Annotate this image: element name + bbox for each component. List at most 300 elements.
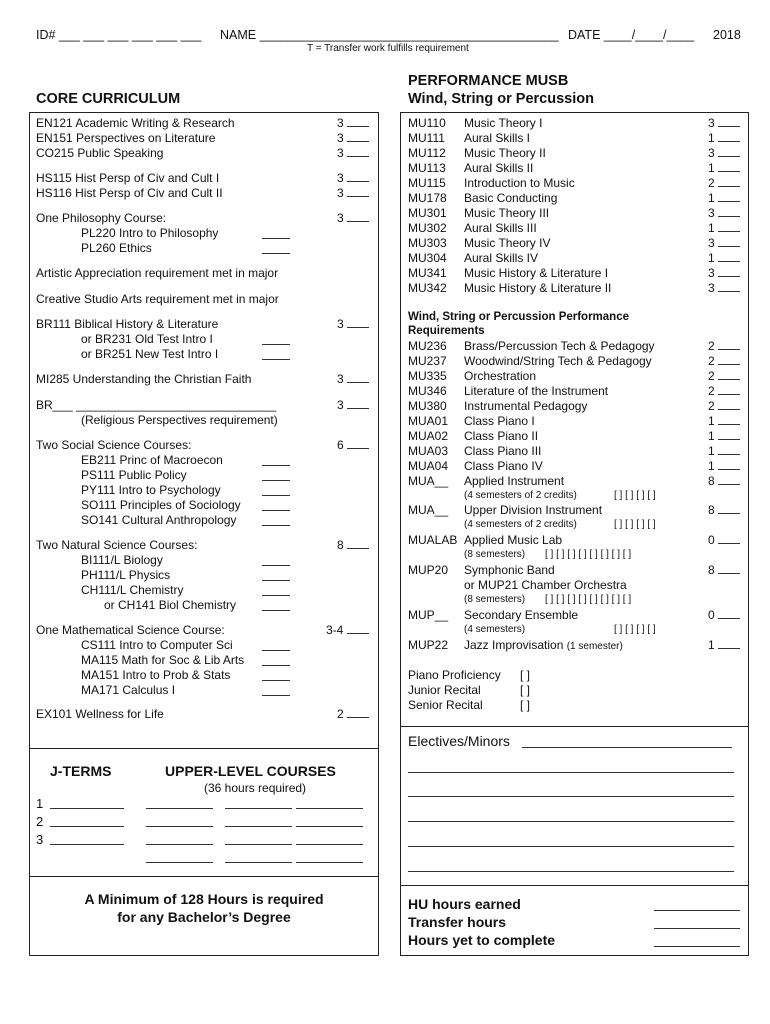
- right-col-bottom-border: [400, 955, 749, 956]
- core-row-text: Creative Studio Arts requirement met in major: [36, 292, 279, 306]
- requirement-course-name: Class Piano IV: [464, 459, 543, 473]
- upper-level-course-field[interactable]: [296, 862, 363, 863]
- upper-division-code: MUA__: [408, 503, 449, 517]
- core-row: [36, 707, 164, 722]
- credit-blank[interactable]: [718, 369, 740, 380]
- core-row-text: EB211 Princ of Macroecon: [81, 453, 223, 467]
- credit-value: 3: [337, 116, 344, 130]
- right-col-right-border: [748, 112, 749, 956]
- core-row-text: (Religious Perspectives requirement): [81, 413, 278, 427]
- senior-recital-label: Senior Recital: [408, 698, 483, 712]
- core-row-text: MA115 Math for Soc & Lib Arts: [81, 653, 245, 667]
- credit-value: 3: [337, 317, 344, 331]
- symphonic-band-credits: 8: [708, 563, 740, 577]
- upper-level-course-field[interactable]: [225, 844, 292, 845]
- core-row-text: PH111/L Physics: [81, 568, 171, 582]
- secondary-ensemble-checkboxes[interactable]: [ ] [ ] [ ] [ ]: [614, 624, 656, 635]
- jterm-divider: [29, 748, 379, 749]
- credit-value: 3: [337, 146, 344, 160]
- electives-line-5[interactable]: [408, 846, 734, 847]
- core-row: [81, 683, 175, 698]
- credit-value: 3: [708, 206, 715, 220]
- requirement-course-credits: [708, 339, 740, 353]
- credit-value: 3: [337, 186, 344, 200]
- jterm-2-field[interactable]: [50, 826, 124, 827]
- core-row: [36, 146, 163, 161]
- electives-line-1[interactable]: [522, 747, 732, 748]
- core-row-text: EN121 Academic Writing & Research: [36, 116, 235, 130]
- music-course-credits: [708, 131, 740, 145]
- core-row-text: BI111/L Biology: [81, 553, 163, 567]
- core-row-credits: [337, 146, 369, 161]
- left-col-top-border: [29, 112, 379, 113]
- credit-blank[interactable]: [718, 116, 740, 127]
- course-check-blank[interactable]: [262, 495, 290, 496]
- senior-recital-checkbox[interactable]: [ ]: [520, 698, 531, 712]
- performance-title: PERFORMANCE MUSB: [408, 73, 569, 89]
- core-row-credits: [337, 116, 369, 131]
- core-row-text: CO215 Public Speaking: [36, 146, 164, 160]
- music-course-name: Music Theory I: [464, 116, 543, 130]
- requirement-course-code: MU335: [408, 369, 447, 383]
- performance-subtitle: Wind, String or Percussion: [408, 91, 594, 107]
- credit-blank[interactable]: [718, 236, 740, 247]
- requirement-course-credits: [708, 369, 740, 383]
- date-field-label: DATE ____/____/____: [568, 28, 695, 42]
- credit-blank[interactable]: [718, 161, 740, 172]
- music-course-name: Basic Conducting: [464, 191, 558, 205]
- credit-blank[interactable]: [718, 384, 740, 395]
- core-row: [36, 292, 279, 307]
- core-row: [36, 266, 278, 281]
- requirement-course-credits: [708, 444, 740, 458]
- year-label: 2018: [713, 28, 741, 42]
- upper-level-course-field[interactable]: [225, 808, 292, 809]
- upper-level-course-field[interactable]: [146, 844, 213, 845]
- core-row-text: EN151 Perspectives on Literature: [36, 131, 216, 145]
- upper-level-course-field[interactable]: [146, 826, 213, 827]
- course-check-blank[interactable]: [262, 665, 290, 666]
- core-row-text: MA151 Intro to Prob & Stats: [81, 668, 231, 682]
- hours-divider: [400, 885, 749, 886]
- music-course-code: MU304: [408, 251, 447, 265]
- core-row-credits: [337, 211, 369, 226]
- credit-value: 1: [708, 221, 715, 235]
- credit-blank[interactable]: [718, 131, 740, 142]
- credit-value: 8: [708, 474, 715, 488]
- credit-blank[interactable]: [718, 191, 740, 202]
- credit-value: 1: [708, 191, 715, 205]
- jazz-improvisation-code: MUP22: [408, 638, 449, 652]
- credit-value: 3: [337, 372, 344, 386]
- music-course-code: MU301: [408, 206, 447, 220]
- music-course-credits: [708, 221, 740, 235]
- credit-blank[interactable]: [718, 339, 740, 350]
- music-course-credits: [708, 146, 740, 160]
- name-field-label: NAME ___________________________________________: [220, 28, 559, 42]
- core-row: [36, 116, 235, 131]
- music-course-code: MU178: [408, 191, 447, 205]
- left-col-bottom-border: [29, 955, 379, 956]
- credit-blank[interactable]: [347, 186, 369, 197]
- electives-line-2[interactable]: [408, 772, 734, 773]
- jterm-1-field[interactable]: [50, 808, 124, 809]
- music-course-code: MU341: [408, 266, 447, 280]
- requirement-course-credits: [708, 414, 740, 428]
- credit-value: 2: [708, 384, 715, 398]
- credit-blank[interactable]: [347, 438, 369, 449]
- credit-blank[interactable]: [718, 206, 740, 217]
- core-row-credits: [337, 538, 369, 553]
- credit-blank[interactable]: [347, 171, 369, 182]
- core-row: [36, 186, 223, 201]
- credit-blank[interactable]: [718, 281, 740, 292]
- core-row-credits: [337, 131, 369, 146]
- secondary-ensemble-credits: 0: [708, 608, 740, 622]
- credit-value: 2: [708, 354, 715, 368]
- music-course-name: Aural Skills III: [464, 221, 537, 235]
- credit-value: 3: [337, 131, 344, 145]
- credit-value: 2: [337, 707, 344, 721]
- credit-blank[interactable]: [718, 399, 740, 410]
- requirement-course-name: Class Piano II: [464, 429, 539, 443]
- music-course-code: MU112: [408, 146, 446, 160]
- music-course-credits: [708, 281, 740, 295]
- electives-divider: [400, 726, 749, 727]
- course-check-blank[interactable]: [262, 238, 290, 239]
- credit-blank[interactable]: [718, 221, 740, 232]
- course-check-blank[interactable]: [262, 695, 290, 696]
- credit-blank[interactable]: [347, 131, 369, 142]
- jterm-3-field[interactable]: [50, 844, 124, 845]
- core-row: [81, 241, 152, 256]
- core-row: [81, 513, 236, 528]
- jterm-1-label: 1: [36, 796, 44, 811]
- core-row: [81, 453, 223, 468]
- left-col-left-border: [29, 112, 30, 956]
- symphonic-band-note: (8 semesters): [464, 594, 526, 605]
- requirement-course-credits: [708, 474, 740, 488]
- music-course-name: Aural Skills I: [464, 131, 531, 145]
- core-row: [36, 171, 219, 186]
- requirements-title-line1: Wind, String or Percussion Performance: [408, 311, 629, 323]
- course-check-blank[interactable]: [262, 344, 290, 345]
- credit-value: 1: [708, 131, 715, 145]
- music-course-code: MU110: [408, 116, 446, 130]
- requirement-course-code: MUA01: [408, 414, 449, 428]
- core-row-text: One Philosophy Course:: [36, 211, 167, 225]
- credit-value: 3: [708, 281, 715, 295]
- symphonic-band-code: MUP20: [408, 563, 449, 577]
- credit-value: 1: [708, 251, 715, 265]
- transfer-hours-label: Transfer hours: [408, 914, 507, 930]
- requirement-course-credits: [708, 429, 740, 443]
- upper-division-note: (4 semesters of 2 credits): [464, 519, 577, 530]
- music-course-name: Music History & Literature II: [464, 281, 612, 295]
- right-col-top-border: [400, 112, 749, 113]
- secondary-ensemble-code: MUP__: [408, 608, 449, 622]
- credit-value: 6: [337, 438, 344, 452]
- core-row-text: Two Natural Science Courses:: [36, 538, 198, 552]
- core-row: [81, 332, 213, 347]
- core-row-text: CS111 Intro to Computer Sci: [81, 638, 233, 652]
- music-course-credits: [708, 161, 740, 175]
- minimum-hours-line1: A Minimum of 128 Hours is required: [84, 891, 324, 907]
- upper-level-course-field[interactable]: [296, 808, 363, 809]
- minimum-divider: [29, 876, 379, 877]
- junior-recital-checkbox[interactable]: [ ]: [520, 683, 531, 697]
- applied-music-lab-note: (8 semesters): [464, 549, 526, 560]
- credit-value: 1: [708, 444, 715, 458]
- requirement-course-name: Class Piano III: [464, 444, 542, 458]
- applied-instrument-checkboxes[interactable]: [ ] [ ] [ ] [ ]: [614, 490, 656, 501]
- core-row-credits: [337, 171, 369, 186]
- core-row-credits: [326, 623, 369, 638]
- junior-recital-label: Junior Recital: [408, 683, 481, 697]
- requirement-course-name: Applied Instrument: [464, 474, 565, 488]
- course-check-blank[interactable]: [262, 580, 290, 581]
- core-curriculum-title: CORE CURRICULUM: [36, 91, 181, 107]
- requirement-course-code: MU237: [408, 354, 447, 368]
- credit-blank[interactable]: [718, 354, 740, 365]
- core-row-text: or BR251 New Test Intro I: [81, 347, 219, 361]
- symphonic-band-checkboxes[interactable]: [ ] [ ] [ ] [ ] [ ] [ ] [ ] [ ]: [545, 594, 632, 605]
- music-course-code: MU113: [408, 161, 446, 175]
- credit-blank[interactable]: [347, 538, 369, 549]
- requirement-course-code: MU346: [408, 384, 447, 398]
- credit-blank[interactable]: [347, 116, 369, 127]
- hu-hours-earned-label: HU hours earned: [408, 896, 521, 912]
- requirement-course-credits: [708, 399, 740, 413]
- music-course-code: MU111: [408, 131, 445, 145]
- credit-blank[interactable]: [347, 211, 369, 222]
- electives-line-3[interactable]: [408, 796, 734, 797]
- core-row-text: or BR231 Old Test Intro I: [81, 332, 213, 346]
- core-row: [81, 347, 218, 362]
- credit-blank[interactable]: [718, 474, 740, 485]
- music-course-credits: [708, 236, 740, 250]
- core-row: [81, 583, 183, 598]
- left-col-right-border: [378, 112, 379, 956]
- core-row-text: MA171 Calculus I: [81, 683, 176, 697]
- core-row-credits: [337, 438, 369, 453]
- requirement-course-name: Class Piano I: [464, 414, 535, 428]
- requirement-course-credits: [708, 459, 740, 473]
- course-check-blank[interactable]: [262, 565, 290, 566]
- core-row-credits: [337, 398, 369, 413]
- jterm-3-label: 3: [36, 832, 44, 847]
- hours-remaining-label: Hours yet to complete: [408, 932, 556, 948]
- core-row-text: MI285 Understanding the Christian Faith: [36, 372, 252, 386]
- core-row: [36, 538, 197, 553]
- core-row-text: One Mathematical Science Course:: [36, 623, 225, 637]
- music-course-name: Music Theory II: [464, 146, 546, 160]
- hu-hours-earned-field[interactable]: [654, 910, 740, 911]
- applied-instrument-note: (4 semesters of 2 credits): [464, 490, 577, 501]
- upper-division-name: Upper Division Instrument: [464, 503, 603, 517]
- core-row: [81, 498, 241, 513]
- credit-value: 3: [337, 171, 344, 185]
- credit-blank[interactable]: [718, 429, 740, 440]
- credit-value: 1: [708, 429, 715, 443]
- course-check-blank[interactable]: [262, 650, 290, 651]
- core-row-text: or CH141 Biol Chemistry: [104, 598, 237, 612]
- secondary-ensemble-note: (4 semesters): [464, 624, 526, 635]
- core-row-text: SO141 Cultural Anthropology: [81, 513, 237, 527]
- upper-level-note: (36 hours required): [204, 781, 307, 795]
- core-row: [81, 226, 218, 241]
- requirement-course-credits: [708, 354, 740, 368]
- piano-proficiency-checkbox[interactable]: [ ]: [520, 668, 531, 682]
- upper-level-course-field[interactable]: [146, 862, 213, 863]
- jterms-title: J-TERMS: [50, 763, 112, 779]
- core-row-text: EX101 Wellness for Life: [36, 707, 164, 721]
- core-row: [81, 483, 221, 498]
- music-course-name: Aural Skills II: [464, 161, 534, 175]
- credit-blank[interactable]: [718, 251, 740, 262]
- course-check-blank[interactable]: [262, 253, 290, 254]
- transfer-hours-field[interactable]: [654, 928, 740, 929]
- credit-blank[interactable]: [347, 146, 369, 157]
- core-row-text: PS111 Public Policy: [81, 468, 187, 482]
- core-row-text: CH111/L Chemistry: [81, 583, 184, 597]
- course-check-blank[interactable]: [262, 680, 290, 681]
- music-course-name: Music History & Literature I: [464, 266, 609, 280]
- upper-level-course-field[interactable]: [225, 862, 292, 863]
- course-check-blank[interactable]: [262, 465, 290, 466]
- id-field-label: ID# ___ ___ ___ ___ ___ ___: [36, 28, 202, 42]
- credit-value: 2: [708, 176, 715, 190]
- transfer-note: T = Transfer work fulfills requirement: [307, 43, 469, 54]
- credit-value: 1: [708, 414, 715, 428]
- core-row: [81, 638, 233, 653]
- minimum-hours-line2: for any Bachelor’s Degree: [117, 909, 291, 925]
- upper-level-course-field[interactable]: [296, 826, 363, 827]
- requirement-course-code: MUA__: [408, 474, 449, 488]
- requirement-course-code: MU236: [408, 339, 447, 353]
- credit-value: 2: [708, 399, 715, 413]
- core-row-text: PL260 Ethics: [81, 241, 152, 255]
- requirement-course-name: Orchestration: [464, 369, 537, 383]
- credit-value: 3: [708, 116, 715, 130]
- core-row-text: BR111 Biblical History & Literature: [36, 317, 219, 331]
- core-row-text: PL220 Intro to Philosophy: [81, 226, 219, 240]
- credit-blank[interactable]: [347, 398, 369, 409]
- requirement-course-name: Woodwind/String Tech & Pedagogy: [464, 354, 652, 368]
- credit-blank[interactable]: [718, 444, 740, 455]
- music-course-credits: [708, 251, 740, 265]
- jterm-2-label: 2: [36, 814, 44, 829]
- credit-value: 3: [708, 146, 715, 160]
- core-row: [36, 317, 218, 332]
- credit-blank[interactable]: [718, 459, 740, 470]
- requirement-course-code: MUA02: [408, 429, 449, 443]
- course-check-blank[interactable]: [262, 510, 290, 511]
- course-check-blank[interactable]: [262, 595, 290, 596]
- credit-value: 2: [708, 369, 715, 383]
- upper-level-course-field[interactable]: [296, 844, 363, 845]
- credit-blank[interactable]: [347, 707, 369, 718]
- credit-blank[interactable]: [718, 146, 740, 157]
- credit-value: 3: [708, 236, 715, 250]
- requirement-course-code: MUA03: [408, 444, 449, 458]
- requirement-course-name: Brass/Percussion Tech & Pedagogy: [464, 339, 655, 353]
- credit-blank[interactable]: [347, 317, 369, 328]
- core-row: [36, 438, 191, 453]
- electives-line-6[interactable]: [408, 871, 734, 872]
- applied-music-lab-name: Applied Music Lab: [464, 533, 563, 547]
- music-course-credits: [708, 191, 740, 205]
- applied-music-lab-checkboxes[interactable]: [ ] [ ] [ ] [ ] [ ] [ ] [ ] [ ]: [545, 549, 632, 560]
- core-row: [36, 211, 166, 226]
- core-row-text: HS116 Hist Persp of Civ and Cult II: [36, 186, 223, 200]
- applied-music-lab-credits: 0: [708, 533, 740, 547]
- credit-value: 2: [708, 339, 715, 353]
- music-course-credits: [708, 116, 740, 130]
- requirement-course-code: MUA04: [408, 459, 449, 473]
- course-check-blank[interactable]: [262, 610, 290, 611]
- requirement-course-credits: [708, 384, 740, 398]
- upper-division-credits: 8: [708, 503, 740, 517]
- music-course-code: MU342: [408, 281, 447, 295]
- core-row-text: SO111 Principles of Sociology: [81, 498, 241, 512]
- music-course-name: Music Theory III: [464, 206, 550, 220]
- credit-blank[interactable]: [718, 266, 740, 277]
- credit-blank[interactable]: [347, 623, 369, 634]
- core-row-text: Artistic Appreciation requirement met in major: [36, 266, 279, 280]
- core-row: [81, 668, 230, 683]
- chamber-orchestra-alt: or MUP21 Chamber Orchestra: [464, 578, 627, 592]
- core-row: [81, 553, 163, 568]
- symphonic-band-name: Symphonic Band: [464, 563, 555, 577]
- core-row-text: PY111 Intro to Psychology: [81, 483, 221, 497]
- jazz-improvisation-credits: 1: [708, 638, 740, 652]
- course-check-blank[interactable]: [262, 525, 290, 526]
- core-row: [81, 653, 244, 668]
- music-course-name: Aural Skills IV: [464, 251, 539, 265]
- credit-value: 3: [337, 211, 344, 225]
- core-row: [36, 623, 225, 638]
- credit-blank[interactable]: [347, 372, 369, 383]
- core-row: [36, 398, 276, 413]
- music-course-code: MU302: [408, 221, 447, 235]
- electives-line-4[interactable]: [408, 821, 734, 822]
- requirements-title-line2: Requirements: [408, 325, 485, 337]
- core-row-text: Two Social Science Courses:: [36, 438, 192, 452]
- hours-remaining-field[interactable]: [654, 946, 740, 947]
- requirement-course-code: MU380: [408, 399, 447, 413]
- course-check-blank[interactable]: [262, 359, 290, 360]
- piano-proficiency-label: Piano Proficiency: [408, 668, 501, 682]
- upper-level-course-field[interactable]: [225, 826, 292, 827]
- credit-blank[interactable]: [718, 176, 740, 187]
- credit-value: 1: [708, 161, 715, 175]
- upper-division-checkboxes[interactable]: [ ] [ ] [ ] [ ]: [614, 519, 656, 530]
- upper-level-title: UPPER-LEVEL COURSES: [165, 763, 336, 779]
- core-row: [36, 372, 251, 387]
- core-row-credits: [337, 186, 369, 201]
- music-course-credits: [708, 206, 740, 220]
- core-row: [81, 413, 278, 428]
- upper-level-course-field[interactable]: [146, 808, 213, 809]
- core-row: [81, 468, 187, 483]
- applied-music-lab-code: MUALAB: [408, 533, 458, 547]
- music-course-code: MU303: [408, 236, 447, 250]
- core-row-credits: [337, 317, 369, 332]
- course-check-blank[interactable]: [262, 480, 290, 481]
- credit-blank[interactable]: [718, 414, 740, 425]
- jazz-improvisation-name: Jazz Improvisation (1 semester): [464, 638, 623, 652]
